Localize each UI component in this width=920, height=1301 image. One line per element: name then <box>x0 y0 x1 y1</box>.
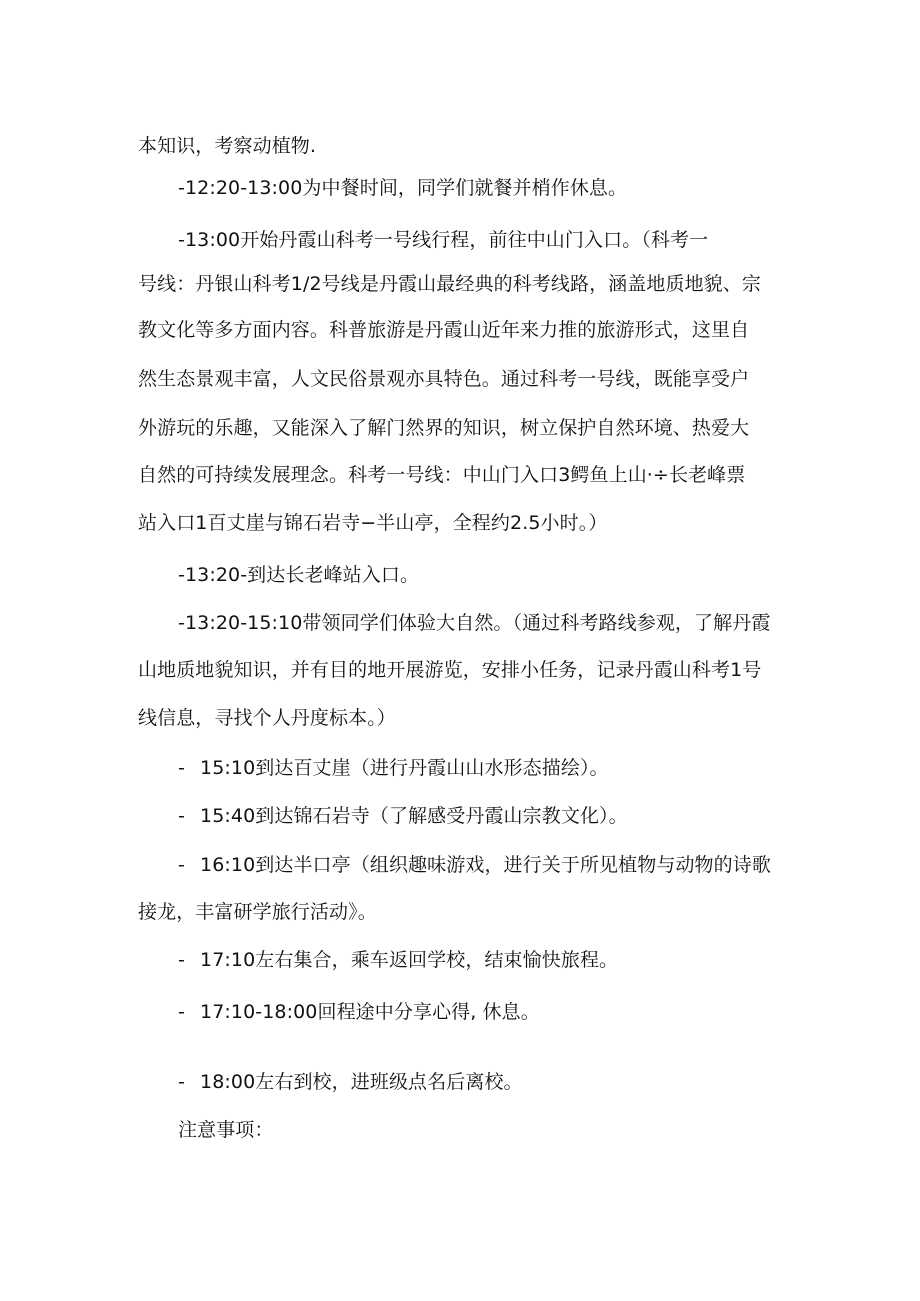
section-heading: 注意事项： <box>178 1119 274 1141</box>
text-line: 号线：丹银山科考1/2号线是丹霞山最经典的科考线路，涵盖地质地貌、宗 <box>138 273 761 295</box>
text-line: 自然的可持续发展理念。科考一号线：中山门入口3鳄鱼上山·÷长老峰票 <box>138 464 746 486</box>
schedule-text: 15:40到达锦石岩寺（了解感受丹霞山宗教文化）。 <box>200 805 628 827</box>
dash-marker: - <box>178 854 185 876</box>
dash-marker: - <box>178 757 185 779</box>
schedule-text: 18:00左右到校，进班级点名后离校。 <box>200 1071 523 1093</box>
text-line: 山地质地貌知识，并有目的地开展游览，安排小任务，记录丹霞山科考1号 <box>138 659 762 681</box>
text-line: 本知识，考察动植物. <box>138 135 317 157</box>
text-line: 然生态景观丰富，人文民俗景观亦具特色。通过科考一号线，既能享受户 <box>138 368 750 390</box>
schedule-item <box>178 1070 523 1094</box>
dash-marker: - <box>178 1001 185 1023</box>
text-line: -12:20-13:00为中餐时间，同学们就餐并梢作休息。 <box>178 177 628 199</box>
schedule-text: 17:10-18:00回程途中分享心得, 休息。 <box>200 1001 540 1023</box>
schedule-item <box>178 853 771 877</box>
schedule-item <box>178 948 618 972</box>
schedule-item <box>178 1000 540 1024</box>
dash-marker: - <box>178 1071 185 1093</box>
schedule-text: 16:10到达半口亭（组织趣味游戏，进行关于所见植物与动物的诗歌 <box>200 854 771 876</box>
text-line: 教文化等多方面内容。科普旅游是丹霞山近年来力推的旅游形式，这里自 <box>138 319 750 341</box>
schedule-item <box>178 804 628 828</box>
text-line: 接龙，丰富研学旅行活动》。 <box>138 901 377 923</box>
text-line: -13:20-到达长老峰站入口。 <box>178 564 420 586</box>
schedule-text: 15:10到达百丈崖（进行丹霞山山水形态描绘）。 <box>200 757 609 779</box>
schedule-text: 17:10左右集合，乘车返回学校，结束愉快旅程。 <box>200 949 619 971</box>
schedule-item <box>178 756 609 780</box>
text-line: 站入口1百丈崖与锦石岩寺−半山亭，全程约2.5小时。） <box>138 512 608 534</box>
text-line: 外游玩的乐趣，又能深入了解门然界的知识，树立保护自然环境、热爱大 <box>138 417 750 439</box>
dash-marker: - <box>178 949 185 971</box>
text-line: 线信息，寻找个人丹度标本。） <box>138 707 396 729</box>
text-line: -13:20-15:10带领同学们体验大自然。（通过科考路线参观，了解丹霞 <box>178 612 771 634</box>
dash-marker: - <box>178 805 185 827</box>
text-line: -13:00开始丹霞山科考一号线行程，前往中山门入口。（科考一 <box>178 229 709 251</box>
